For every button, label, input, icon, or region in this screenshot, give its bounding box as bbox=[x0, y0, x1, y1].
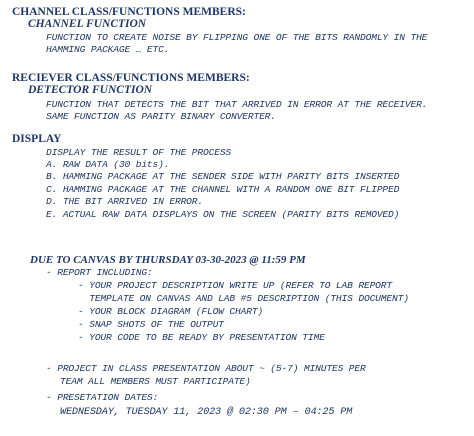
display-item-e: E. ACTUAL RAW DATA DISPLAYS ON THE SCREEN (PARITY BITS REMOVED) bbox=[46, 209, 400, 220]
channel-line-1: FUNCTION TO CREATE NOISE BY FLIPPING ONE OF THE BITS RANDOMLY IN THE bbox=[46, 32, 428, 43]
channel-subheading: CHANNEL FUNCTION bbox=[28, 18, 147, 30]
dates-label: - PRESETATION DATES: bbox=[46, 392, 159, 403]
report-label: - REPORT INCLUDING: bbox=[46, 267, 153, 278]
display-item-d: D. THE BIT ARRIVED IN ERROR. bbox=[46, 196, 204, 207]
receiver-subheading: DETECTOR FUNCTION bbox=[28, 84, 153, 96]
display-item-b: B. HAMMING PACKAGE AT THE SENDER SIDE WITH PARITY BITS INSERTED bbox=[46, 171, 400, 182]
report-item-2: - YOUR BLOCK DIAGRAM (FLOW CHART) bbox=[78, 306, 264, 317]
display-item-a: A. RAW DATA (30 bits). bbox=[46, 159, 170, 170]
channel-line-2: HAMMING PACKAGE … ETC. bbox=[46, 44, 170, 55]
receiver-line-2: SAME FUNCTION AS PARITY BINARY CONVERTER. bbox=[46, 111, 276, 122]
due-heading: DUE TO CANVAS BY THURSDAY 03-30-2023 @ 11:59 PM bbox=[30, 254, 306, 266]
presentation-line-1: - PROJECT IN CLASS PRESENTATION ABOUT ~ (5-7) MINUTES PER bbox=[46, 363, 366, 374]
receiver-heading: RECIEVER CLASS/FUNCTIONS MEMBERS: bbox=[12, 72, 250, 84]
report-item-4: - YOUR CODE TO BE READY BY PRESENTATION TIME bbox=[78, 332, 325, 343]
dates-value: WEDNESDAY, TUESDAY 11, 2023 @ 02:30 PM – 04:25 PM bbox=[60, 407, 353, 418]
receiver-line-1: FUNCTION THAT DETECTS THE BIT THAT ARRIVED IN ERROR AT THE RECEIVER. bbox=[46, 99, 428, 110]
report-item-1-cont: TEMPLATE ON CANVAS AND LAB #5 DESCRIPTION (THIS DOCUMENT) bbox=[78, 293, 409, 304]
display-intro: DISPLAY THE RESULT OF THE PROCESS bbox=[46, 147, 232, 158]
display-heading: DISPLAY bbox=[12, 133, 62, 145]
presentation-line-2: TEAM ALL MEMBERS MUST PARTICIPATE) bbox=[60, 376, 251, 387]
channel-heading: CHANNEL CLASS/FUNCTIONS MEMBERS: bbox=[12, 6, 246, 18]
display-item-c: C. HAMMING PACKAGE AT THE CHANNEL WITH A RANDOM ONE BIT FLIPPED bbox=[46, 184, 400, 195]
report-item-3: - SNAP SHOTS OF THE OUTPUT bbox=[78, 319, 224, 330]
report-item-1: - YOUR PROJECT DESCRIPTION WRITE UP (REFER TO LAB REPORT bbox=[78, 280, 393, 291]
